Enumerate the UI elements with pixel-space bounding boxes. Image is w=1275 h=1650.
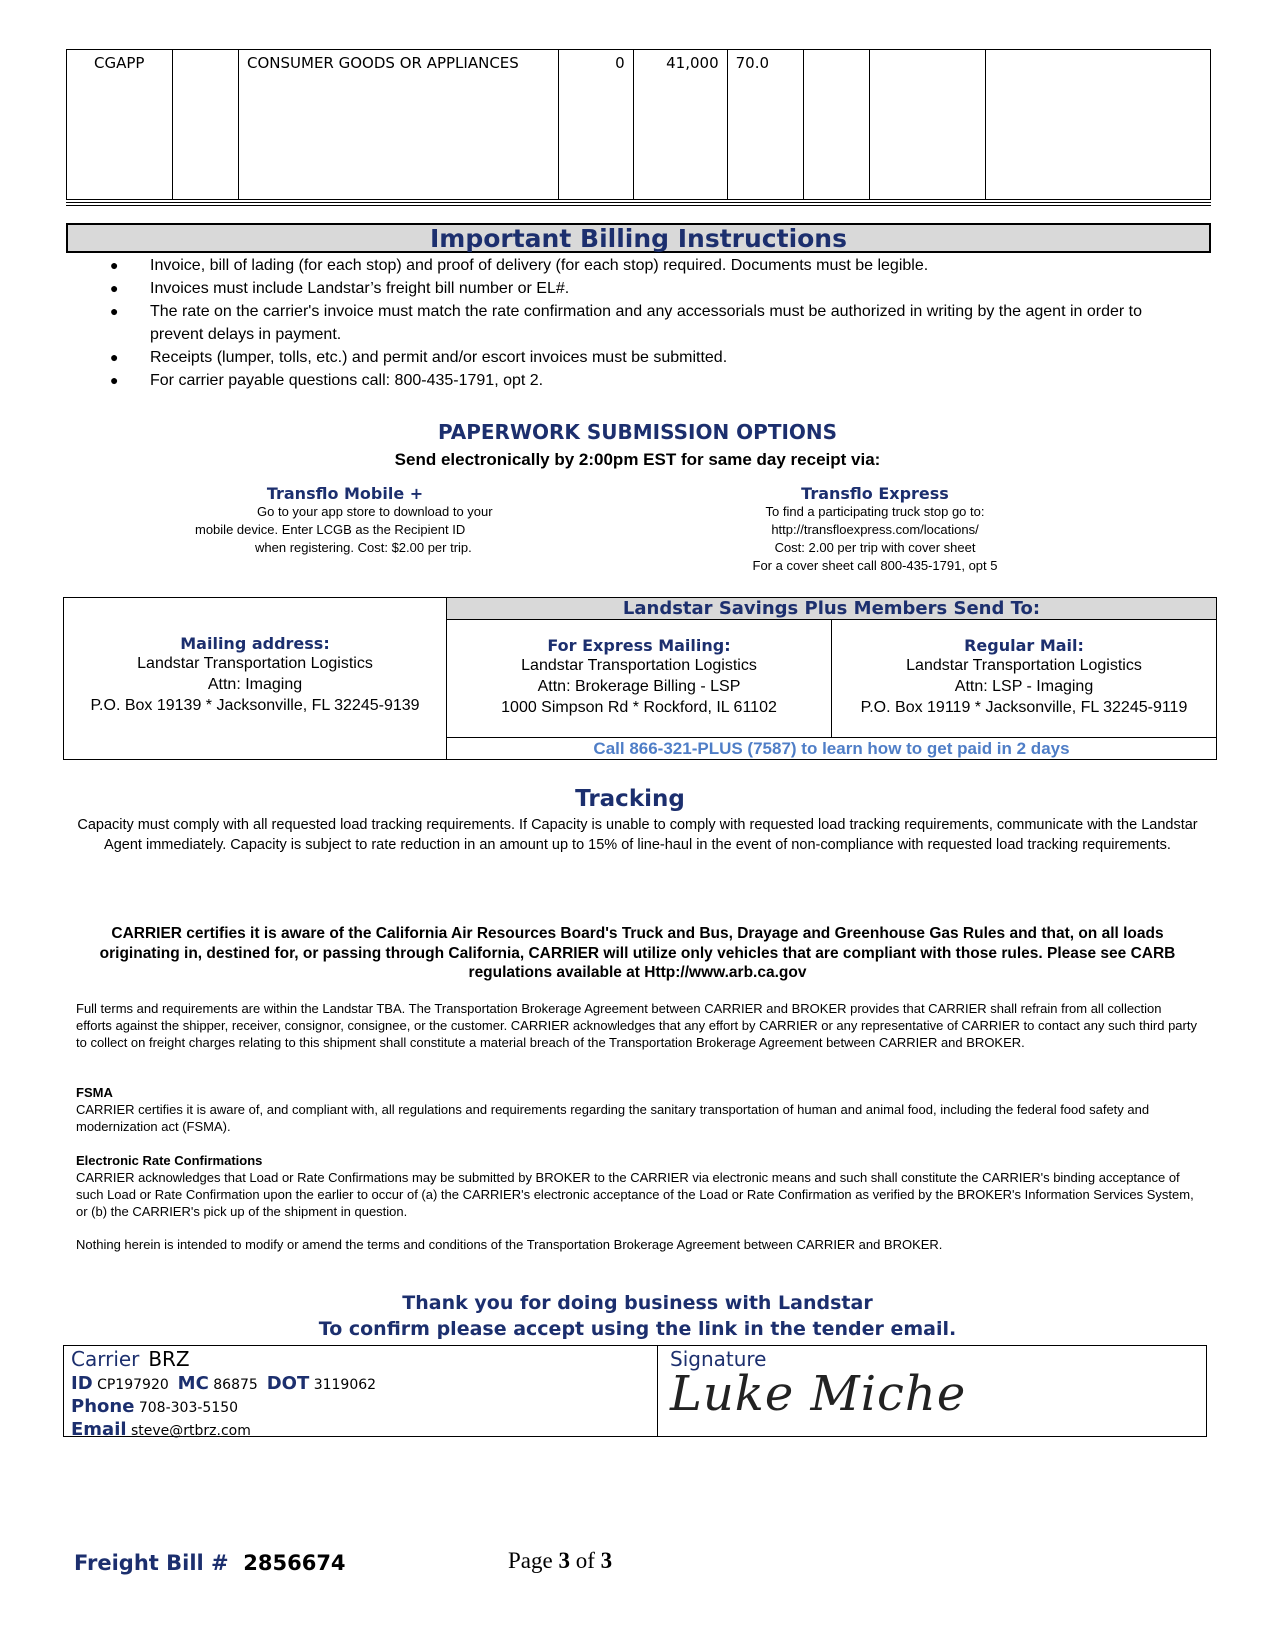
bullet-icon: ● [110, 257, 119, 273]
tracking-title: Tracking [575, 786, 685, 812]
carrier-info [64, 1346, 658, 1440]
regular-mail-column [832, 620, 1216, 738]
carrier-name: BRZ [148, 1347, 190, 1371]
carrier-mc: 86875 [213, 1377, 258, 1393]
tracking-text: Capacity must comply with all requested load tracking requirements. If Capacity is unable to comply with requested load tracking requirements, communicate with the Landstar Agent immediately. Capacity is subject to rate reduction in an amount up to 15% of line-haul in the event of non-compliance with requested load tracking requirements. [77, 817, 1198, 853]
carrier-ids-row: ID CP197920 MC 86875 DOT 3119062 [71, 1373, 377, 1394]
transflo-express-option [715, 484, 1035, 575]
option-line: To find a participating truck stop go to: [765, 504, 985, 519]
address-line: Landstar Transportation Logistics [137, 655, 373, 672]
bullet-icon: ● [110, 280, 119, 296]
address-line: Attn: Imaging [207, 676, 303, 693]
carrier-id: CP197920 [97, 1377, 169, 1393]
page-indicator: Page 3 of 3 [508, 1548, 613, 1573]
confirm-instruction-line: To confirm please accept using the link in the tender email. [318, 1318, 957, 1340]
transflo-mobile-title: Transflo Mobile + [266, 484, 424, 503]
carrier-email: steve@rtbrz.com [131, 1423, 251, 1439]
carrier-email-row: Email steve@rtbrz.com [71, 1419, 251, 1440]
bullet-icon: ● [110, 349, 119, 365]
mailing-address-column [64, 598, 447, 759]
address-line: P.O. Box 19139 * Jacksonville, FL 32245-9139 [90, 697, 420, 714]
carrier-dot: 3119062 [313, 1377, 377, 1393]
list-item: ● The rate on the carrier's invoice must match the rate confirmation and any accessorials must be authorized in writing by the agent in order to prevent delays in payment. [110, 300, 1190, 346]
table-cell [986, 50, 1211, 200]
fsma-paragraph: CARRIER certifies it is aware of, and compliant with, all regulations and requirements regarding the sanitary transportation of human and animal food, including the federal food safety and modernization act (FSMA). [76, 1102, 1150, 1134]
address-line: Attn: Brokerage Billing - LSP [537, 678, 741, 695]
option-line: when registering. Cost: $2.00 per trip. [255, 540, 472, 555]
handwritten-signature: Luke Miche [670, 1366, 967, 1422]
option-line: For a cover sheet call 800-435-1791, opt 5 [752, 558, 998, 573]
class-cell: 70.0 [727, 50, 803, 200]
table-cell [172, 50, 238, 200]
billing-instructions-header: Important Billing Instructions [66, 223, 1211, 253]
paperwork-title: PAPERWORK SUBMISSION OPTIONS [437, 420, 838, 444]
option-line: Go to your app store to download to your [257, 504, 493, 519]
signature-area [658, 1346, 1206, 1436]
paperwork-subtitle: Send electronically by 2:00pm EST for same day receipt via: [394, 450, 881, 469]
savings-plus-call-line: Call 866-321-PLUS (7587) to learn how to get paid in 2 days [593, 739, 1070, 758]
carrier-phone-row: Phone 708-303-5150 [71, 1396, 239, 1417]
list-item: ● For carrier payable questions call: 800-435-1791, opt 2. [110, 369, 1190, 392]
fsma-heading: FSMA [76, 1085, 113, 1100]
address-line: 1000 Simpson Rd * Rockford, IL 61102 [501, 699, 777, 716]
commodity-table [66, 49, 1211, 200]
option-line: Cost: 2.00 per trip with cover sheet [774, 540, 976, 555]
table-row [67, 50, 1211, 200]
express-mailing-column [447, 620, 832, 738]
signature-label: Signature [670, 1347, 767, 1371]
address-line: P.O. Box 19119 * Jacksonville, FL 32245-9119 [860, 699, 1188, 716]
carrier-label: Carrier [71, 1347, 140, 1371]
table-cell [803, 50, 869, 200]
option-line: mobile device. Enter LCGB as the Recipient ID [195, 522, 466, 537]
savings-plus-header: Landstar Savings Plus Members Send To: [447, 598, 1216, 620]
express-mailing-title: For Express Mailing: [547, 636, 731, 655]
thank-you-line: Thank you for doing business with Landstar [402, 1292, 873, 1314]
table-bottom-rule [66, 202, 1211, 206]
bullet-icon: ● [110, 303, 119, 319]
mailing-address-title: Mailing address: [180, 634, 330, 653]
list-item: ● Invoice, bill of lading (for each stop) and proof of delivery (for each stop) required. Documents must be legible. [110, 254, 1190, 277]
transflo-express-link[interactable]: http://transfloexpress.com/locations/ [771, 522, 979, 537]
address-line: Landstar Transportation Logistics [906, 657, 1142, 674]
list-item: ● Invoices must include Landstar’s freight bill number or EL#. [110, 277, 1190, 300]
carb-certification: CARRIER certifies it is aware of the California Air Resources Board's Truck and Bus, Drayage and Greenhouse Gas Rules and that, on all loads originating in, destined for, or passing through California, CARRIER will utilize only vehicles that are compliant with those rules. Please see CARB regulations available at Http://www.arb.ca.gov [99, 925, 1176, 981]
billing-instructions-list [110, 254, 1190, 392]
bullet-icon: ● [110, 372, 119, 388]
freight-bill-number: Freight Bill # 2856674 [74, 1551, 346, 1575]
transflo-mobile-option [195, 484, 525, 557]
address-line: Attn: LSP - Imaging [954, 678, 1094, 695]
pieces-cell: 0 [558, 50, 633, 200]
nothing-herein-paragraph: Nothing herein is intended to modify or amend the terms and conditions of the Transportation Brokerage Agreement between CARRIER and BROKER. [76, 1237, 943, 1252]
full-terms-paragraph: Full terms and requirements are within the Landstar TBA. The Transportation Brokerage Agreement between CARRIER and BROKER provides that CARRIER shall refrain from all collection efforts against the shipper, receiver, consignor, consignee, or the customer. CARRIER acknowledges that any effort by CARRIER or any representative of CARRIER to contact any such third party to collect on freight charges relating to this shipment shall constitute a material breach of the Transportation Brokerage Agreement between CARRIER and BROKER. [76, 1001, 1197, 1050]
erc-paragraph: CARRIER acknowledges that Load or Rate Confirmations may be submitted by BROKER to the CARRIER via electronic means and such shall constitute the CARRIER's binding acceptance of such Load or Rate Confirmation upon the earlier to occur of (a) the CARRIER's electronic acceptance of the Load or Rate Confirmation as verified by the BROKER's Information Services System, or (b) the CARRIER's pick up of the shipment in question. [76, 1170, 1194, 1219]
weight-cell: 41,000 [633, 50, 727, 200]
commodity-code-cell: CGAPP [67, 50, 173, 200]
carrier-name-row [71, 1348, 650, 1373]
regular-mail-title: Regular Mail: [964, 636, 1084, 655]
transflo-express-title: Transflo Express [801, 484, 949, 503]
table-cell [870, 50, 986, 200]
list-item: ● Receipts (lumper, tolls, etc.) and permit and/or escort invoices must be submitted. [110, 346, 1190, 369]
erc-heading: Electronic Rate Confirmations [76, 1153, 263, 1168]
commodity-description-cell: CONSUMER GOODS OR APPLIANCES [239, 50, 559, 200]
carrier-signature-box [63, 1345, 1207, 1440]
mailing-address-box [63, 597, 1217, 760]
address-line: Landstar Transportation Logistics [521, 657, 757, 674]
carrier-phone: 708-303-5150 [138, 1400, 239, 1416]
